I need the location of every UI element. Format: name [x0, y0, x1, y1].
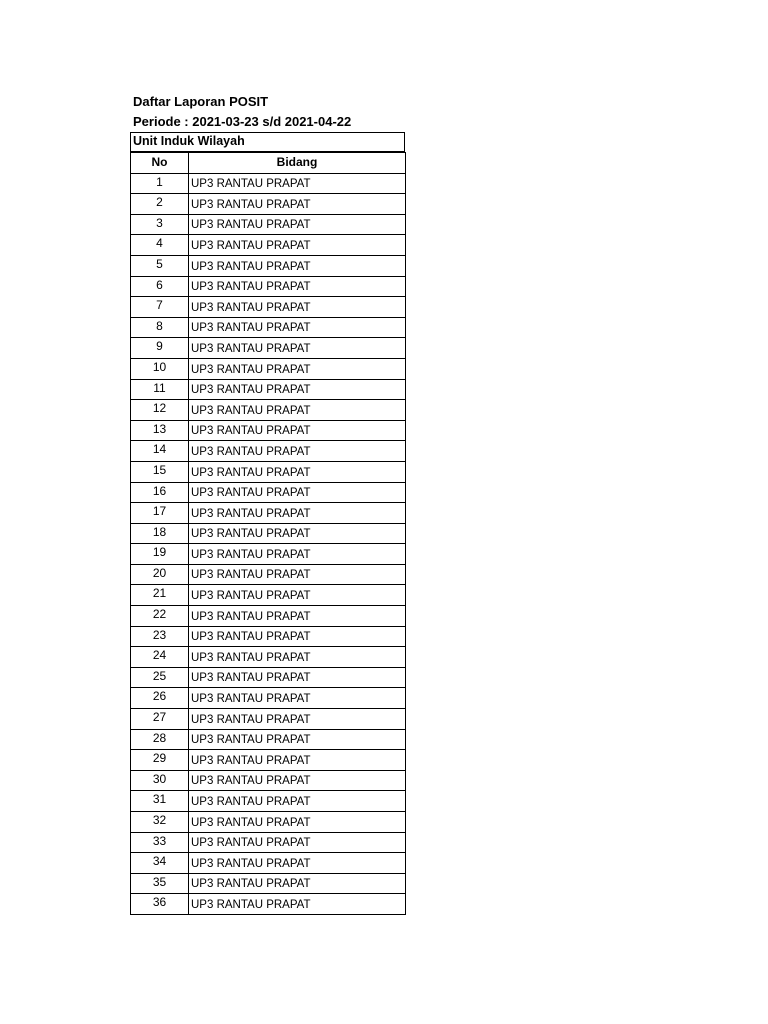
table-row — [131, 523, 406, 544]
table-body — [131, 173, 406, 914]
cell-bidang: UP3 RANTAU PRAPAT — [189, 544, 406, 565]
table-row — [131, 276, 406, 297]
cell-bidang: UP3 RANTAU PRAPAT — [189, 647, 406, 668]
cell-bidang: UP3 RANTAU PRAPAT — [189, 482, 406, 503]
cell-bidang: UP3 RANTAU PRAPAT — [189, 503, 406, 524]
cell-no: 22 — [131, 606, 189, 627]
cell-no: 6 — [131, 276, 189, 297]
table-row — [131, 894, 406, 915]
table-row — [131, 688, 406, 709]
table-row — [131, 358, 406, 379]
cell-no: 9 — [131, 338, 189, 359]
cell-no: 2 — [131, 194, 189, 215]
table-row — [131, 564, 406, 585]
table-row — [131, 626, 406, 647]
cell-bidang: UP3 RANTAU PRAPAT — [189, 606, 406, 627]
cell-no: 20 — [131, 564, 189, 585]
cell-bidang: UP3 RANTAU PRAPAT — [189, 420, 406, 441]
cell-bidang: UP3 RANTAU PRAPAT — [189, 317, 406, 338]
table-row — [131, 379, 406, 400]
cell-bidang: UP3 RANTAU PRAPAT — [189, 894, 406, 915]
table-row — [131, 235, 406, 256]
cell-bidang: UP3 RANTAU PRAPAT — [189, 564, 406, 585]
table-row — [131, 750, 406, 771]
table-row — [131, 544, 406, 565]
cell-bidang: UP3 RANTAU PRAPAT — [189, 812, 406, 833]
table-row — [131, 461, 406, 482]
cell-bidang: UP3 RANTAU PRAPAT — [189, 297, 406, 318]
cell-bidang: UP3 RANTAU PRAPAT — [189, 626, 406, 647]
cell-bidang: UP3 RANTAU PRAPAT — [189, 770, 406, 791]
table-row — [131, 400, 406, 421]
table-row — [131, 338, 406, 359]
table-row — [131, 441, 406, 462]
cell-bidang: UP3 RANTAU PRAPAT — [189, 709, 406, 730]
cell-no: 1 — [131, 173, 189, 194]
table-row — [131, 214, 406, 235]
table-row — [131, 667, 406, 688]
cell-bidang: UP3 RANTAU PRAPAT — [189, 214, 406, 235]
cell-no: 32 — [131, 812, 189, 833]
cell-no: 10 — [131, 358, 189, 379]
cell-no: 25 — [131, 667, 189, 688]
table-row — [131, 585, 406, 606]
cell-no: 29 — [131, 750, 189, 771]
report-title: Daftar Laporan POSIT — [133, 94, 269, 109]
report-period: Periode : 2021-03-23 s/d 2021-04-22 — [133, 114, 352, 129]
cell-bidang: UP3 RANTAU PRAPAT — [189, 873, 406, 894]
cell-bidang: UP3 RANTAU PRAPAT — [189, 235, 406, 256]
report-sheet — [130, 132, 405, 915]
cell-bidang: UP3 RANTAU PRAPAT — [189, 379, 406, 400]
cell-no: 16 — [131, 482, 189, 503]
cell-bidang: UP3 RANTAU PRAPAT — [189, 729, 406, 750]
cell-no: 8 — [131, 317, 189, 338]
cell-bidang: UP3 RANTAU PRAPAT — [189, 255, 406, 276]
cell-no: 13 — [131, 420, 189, 441]
cell-no: 14 — [131, 441, 189, 462]
report-table — [130, 152, 406, 915]
cell-no: 12 — [131, 400, 189, 421]
cell-bidang: UP3 RANTAU PRAPAT — [189, 853, 406, 874]
table-row — [131, 832, 406, 853]
table-row — [131, 503, 406, 524]
column-header-bidang: Bidang — [189, 153, 406, 174]
cell-no: 11 — [131, 379, 189, 400]
cell-bidang: UP3 RANTAU PRAPAT — [189, 791, 406, 812]
cell-bidang: UP3 RANTAU PRAPAT — [189, 667, 406, 688]
cell-bidang: UP3 RANTAU PRAPAT — [189, 832, 406, 853]
table-row — [131, 873, 406, 894]
table-row — [131, 194, 406, 215]
table-row — [131, 173, 406, 194]
cell-no: 23 — [131, 626, 189, 647]
cell-bidang: UP3 RANTAU PRAPAT — [189, 276, 406, 297]
cell-no: 34 — [131, 853, 189, 874]
table-row — [131, 317, 406, 338]
cell-no: 33 — [131, 832, 189, 853]
cell-no: 30 — [131, 770, 189, 791]
cell-bidang: UP3 RANTAU PRAPAT — [189, 523, 406, 544]
cell-bidang: UP3 RANTAU PRAPAT — [189, 750, 406, 771]
cell-no: 28 — [131, 729, 189, 750]
table-header-row — [131, 153, 406, 174]
table-row — [131, 297, 406, 318]
cell-no: 27 — [131, 709, 189, 730]
table-row — [131, 812, 406, 833]
table-row — [131, 791, 406, 812]
table-row — [131, 729, 406, 750]
cell-no: 3 — [131, 214, 189, 235]
table-row — [131, 420, 406, 441]
table-row — [131, 255, 406, 276]
cell-bidang: UP3 RANTAU PRAPAT — [189, 688, 406, 709]
cell-no: 5 — [131, 255, 189, 276]
cell-bidang: UP3 RANTAU PRAPAT — [189, 338, 406, 359]
cell-bidang: UP3 RANTAU PRAPAT — [189, 400, 406, 421]
cell-no: 35 — [131, 873, 189, 894]
cell-no: 4 — [131, 235, 189, 256]
cell-no: 21 — [131, 585, 189, 606]
cell-bidang: UP3 RANTAU PRAPAT — [189, 173, 406, 194]
cell-no: 7 — [131, 297, 189, 318]
cell-bidang: UP3 RANTAU PRAPAT — [189, 461, 406, 482]
cell-no: 36 — [131, 894, 189, 915]
unit-group-header: Unit Induk Wilayah — [130, 132, 405, 152]
table-row — [131, 770, 406, 791]
cell-bidang: UP3 RANTAU PRAPAT — [189, 585, 406, 606]
cell-bidang: UP3 RANTAU PRAPAT — [189, 441, 406, 462]
cell-no: 26 — [131, 688, 189, 709]
column-header-no: No — [131, 153, 189, 174]
cell-no: 17 — [131, 503, 189, 524]
cell-bidang: UP3 RANTAU PRAPAT — [189, 358, 406, 379]
table-row — [131, 853, 406, 874]
cell-no: 24 — [131, 647, 189, 668]
table-row — [131, 709, 406, 730]
cell-no: 31 — [131, 791, 189, 812]
cell-no: 19 — [131, 544, 189, 565]
cell-no: 18 — [131, 523, 189, 544]
table-row — [131, 647, 406, 668]
cell-bidang: UP3 RANTAU PRAPAT — [189, 194, 406, 215]
table-row — [131, 606, 406, 627]
table-row — [131, 482, 406, 503]
cell-no: 15 — [131, 461, 189, 482]
